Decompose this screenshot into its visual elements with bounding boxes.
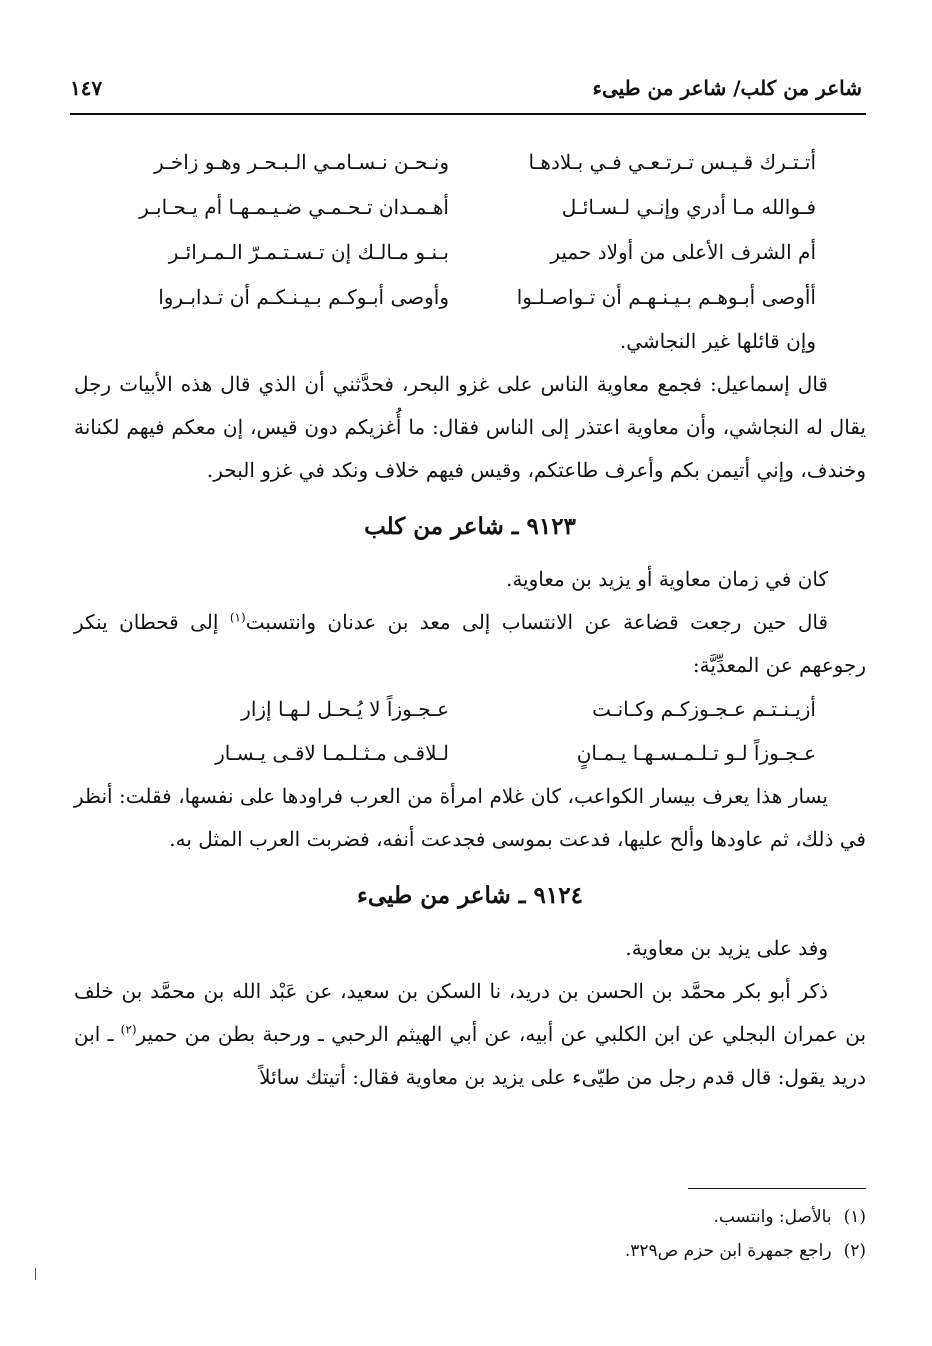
footnote-ref[interactable]: (٢): [120, 1022, 137, 1037]
verse-second-hemistich: لـلاقـى مـثـلـمـا لاقـى يـسـار: [215, 741, 449, 765]
footnotes: [76, 1200, 866, 1268]
paragraph-text: قال حين رجعت قضاعة عن الانتساب إلى معد بن عدنان وانتسبت: [245, 610, 828, 634]
footnote-number: (٢): [843, 1241, 866, 1261]
verse-line: [74, 230, 866, 275]
verse-second-hemistich: وأوصى أبـوكـم بـيـنـكـم أن تـدابـروا: [158, 285, 449, 309]
scan-mark: [35, 1268, 36, 1280]
footnote-text: بالأصل: وانتسب.: [713, 1207, 832, 1227]
verse-first-hemistich: أتـتـرك قـيـس تـرتـعـي فـي بـلادهـا: [528, 150, 816, 174]
header-rule: [70, 113, 866, 115]
footnote: [76, 1200, 866, 1234]
footnote-ref[interactable]: (١): [229, 610, 246, 625]
verse-line: [74, 731, 866, 775]
paragraph: وفد على يزيد بن معاوية.: [625, 936, 828, 960]
section-heading-9123: ٩١٢٣ ـ شاعر من كلب: [364, 513, 576, 540]
verse-attribution-note: وإن قائلها غير النجاشي.: [619, 329, 816, 353]
paragraph: يسار هذا يعرف بيسار الكواعب، كان غلام امرأة من العرب فراودها على نفسها، فقلت: أنظر في ذلك، ثم عاودها وألح عليها، فدعت بموسى فجدعت أنفه، فضربت العرب المثل به.: [74, 784, 866, 851]
page-number: ١٤٧: [70, 76, 103, 100]
verse-line: [74, 140, 866, 185]
verse-second-hemistich: ونـحـن نـسـامـي الـبـحـر وهـو زاخـر: [153, 150, 449, 174]
verse-second-hemistich: عـجـوزاً لا يُـحـل لـهـا إزار: [241, 697, 449, 721]
footnote-rule: [688, 1188, 866, 1189]
footnote-number: (١): [843, 1207, 866, 1227]
verse-first-hemistich: أزيـنـتـم عـجـوزكـم وكـانـت: [592, 697, 816, 721]
running-title: شاعر من كلب/ شاعر من طيىء: [592, 76, 862, 100]
page-body: [74, 140, 866, 1099]
verse-first-hemistich: فـوالله مـا أدري وإنـي لـسـائـل: [561, 195, 816, 219]
verse-first-hemistich: أم الشرف الأعلى من أولاد حمير: [550, 240, 816, 264]
paragraph-text: إلى قحطان ينكر رجوعهم عن المعدِّيَّة:: [74, 610, 866, 677]
paragraph: كان في زمان معاوية أو يزيد بن معاوية.: [505, 567, 828, 591]
verse-line: [74, 275, 866, 320]
verse-first-hemistich: أأوصى أبـوهـم بـيـنـهـم أن تـواصـلـوا: [516, 285, 816, 309]
paragraph: [74, 601, 866, 687]
paragraph: قال إسماعيل: فجمع معاوية الناس على غزو البحر، فحدَّثني أن الذي قال هذه الأبيات رجل يقال له النجاشي، وأن معاوية اعتذر إلى الناس فقال: ما أُغزيكم دون قيس، إن معكم فيهم لكنانة وخندف، وإني أتيمن بكم وأعرف طاعتكم، وقيس فيهم خلاف ونكد في غزو البحر.: [74, 372, 866, 482]
paragraph: [74, 970, 866, 1099]
footnote: [76, 1234, 866, 1268]
verse-line: [74, 185, 866, 230]
verse-second-hemistich: بـنـو مـالـك إن تـسـتـمـرّ الـمـرائـر: [168, 240, 449, 264]
paragraph-text: ـ ابن دريد يقول: قال قدم رجل من طيّىء على يزيد بن معاوية فقال: أتيتك سائلاً: [74, 1022, 866, 1089]
running-header: [70, 72, 862, 110]
footnote-text: راجع جمهرة ابن حزم ص٣٢٩.: [624, 1241, 832, 1261]
verse-second-hemistich: أهـمـدان تـحـمـي ضـيـمـهـا أم يـحـابـر: [139, 195, 449, 219]
verse-line: [74, 687, 866, 731]
paragraph-text: ذكر أبو بكر محمَّد بن الحسن بن دريد، نا السكن بن سعيد، عن عَبْد الله بن محمَّد بن خلف بن عمران البجلي عن ابن الكلبي عن أبيه، عن أبي الهيثم الرحبي ـ ورحبة بطن من حمير: [74, 979, 867, 1046]
section-heading-9124: ٩١٢٤ ـ شاعر من طيىء: [357, 882, 583, 909]
verse-first-hemistich: عـجـوزاً لـو تـلـمـسـهـا يـمـانٍ: [576, 741, 816, 765]
